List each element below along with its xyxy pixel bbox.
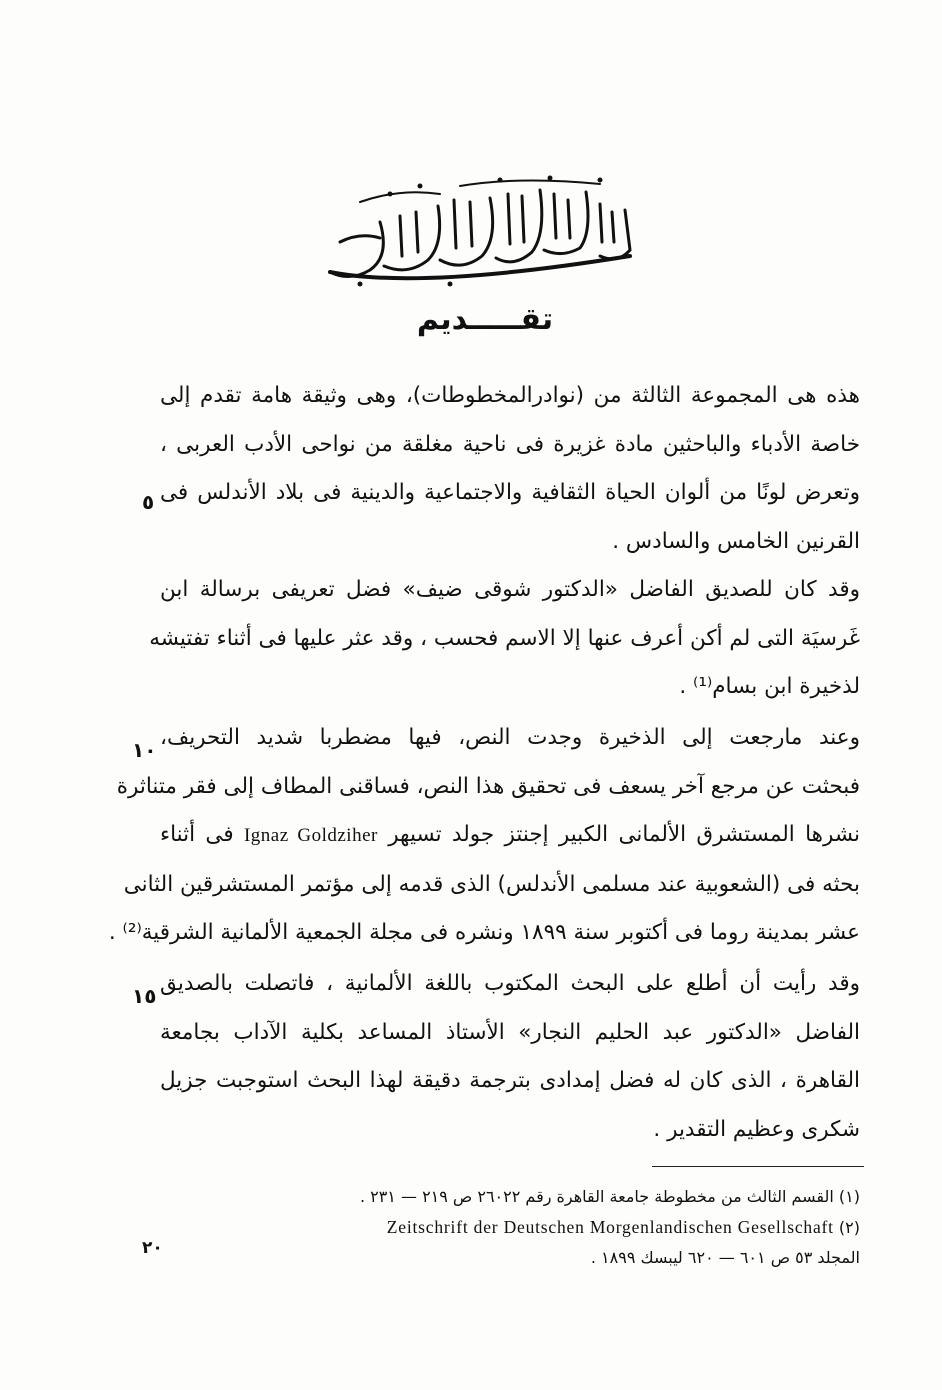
paragraph-line: وعند مارجعت إلى الذخيرة وجدت النص، فيها مضطربا شديد التحريف،	[160, 725, 860, 750]
paragraph-line: هذه هى المجموعة الثالثة من (نوادرالمخطوطات)، وهى وثيقة هامة تقدم إلى	[160, 383, 860, 408]
basmala-calligraphy-image	[300, 172, 660, 292]
basmala-calligraphy	[300, 172, 660, 292]
paragraph-line: وقد كان للصديق الفاضل «الدكتور شوقى ضيف» فضل تعريفى برسالة ابن	[160, 577, 860, 602]
paragraph-line: غَرسيَة التى لم أكن أعرف عنها إلا الاسم فحسب ، وقد عثر عليها فى أثناء تفتيشه	[149, 625, 860, 651]
latin-name: Ignaz Goldziher	[243, 825, 378, 846]
footnote-1: (١) القسم الثالث من مخطوطة جامعة القاهرة رقم ٢٦٠٢٢ ص ٢١٩ — ٢٣١ .	[359, 1187, 860, 1206]
margin-line-number: ٥	[142, 490, 155, 514]
paragraph-line: بحثه فى (الشعوبية عند مسلمى الأندلس) الذى قدمه إلى مؤتمر المستشرقين الثانى	[123, 871, 860, 897]
paragraph-line: القاهرة ، الذى كان له فضل إمدادى بترجمة دقيقة لهذا البحث استوجبت جزيل	[160, 1068, 860, 1093]
paragraph-line-suffix: فى أثناء	[160, 822, 234, 847]
paragraph-line: القرنين الخامس والسادس .	[612, 528, 860, 554]
paragraph-line: لذخيرة ابن بسام⁽¹⁾ .	[679, 674, 860, 699]
paragraph-line-with-latin	[160, 811, 860, 861]
footnote-2	[180, 1212, 860, 1243]
paragraph-2	[149, 566, 860, 712]
page-title: تقـــــديم	[416, 302, 554, 337]
paragraph-line: فبحثت عن مرجع آخر يسعف فى تحقيق هذا النص، فساقنى المطاف إلى فقر متناثرة	[116, 773, 860, 799]
paragraph-line: وقد رأيت أن أطلع على البحث المكتوب باللغة الألمانية ، فاتصلت بالصديق	[160, 971, 860, 996]
footnote-divider	[652, 1166, 864, 1167]
margin-line-number: ١٠	[132, 738, 157, 762]
paragraph-1	[160, 372, 860, 566]
footnotes	[180, 1182, 860, 1273]
footnote-2-journal: Zeitschrift der Deutschen Morgenlandischen Gesellschaft	[386, 1217, 834, 1237]
paragraph-line-part: نشرها المستشرق الألمانى الكبير إجنتز جولد تسيهر	[388, 822, 861, 847]
paragraph-line: خاصة الأدباء والباحثين مادة غزيرة فى ناحية مغلقة من نواحى الأدب العربى ،	[160, 431, 860, 457]
margin-line-number: ٢٠	[142, 1238, 163, 1258]
paragraph-line: شكرى وعظيم التقدير .	[653, 1116, 860, 1142]
margin-line-number: ١٥	[132, 984, 157, 1008]
paragraph-line: الفاضل «الدكتور عبد الحليم النجار» الأستاذ المساعد بكلية الآداب بجامعة	[160, 1019, 860, 1045]
footnote-2-continued: المجلد ٥٣ ص ٦٠١ — ٦٢٠ ليبسك ١٨٩٩ .	[590, 1248, 860, 1267]
paragraph-line: وتعرض لونًا من ألوان الحياة الثقافية والاجتماعية والدينية فى بلاد الأندلس فى	[160, 480, 860, 505]
footnote-2-marker: (٢)	[838, 1218, 860, 1237]
paragraph-line: عشر بمدينة روما فى أكتوبر سنة ١٨٩٩ ونشره فى مجلة الجمعية الألمانية الشرقية⁽²⁾ .	[108, 920, 860, 945]
paragraph-4	[160, 960, 860, 1154]
